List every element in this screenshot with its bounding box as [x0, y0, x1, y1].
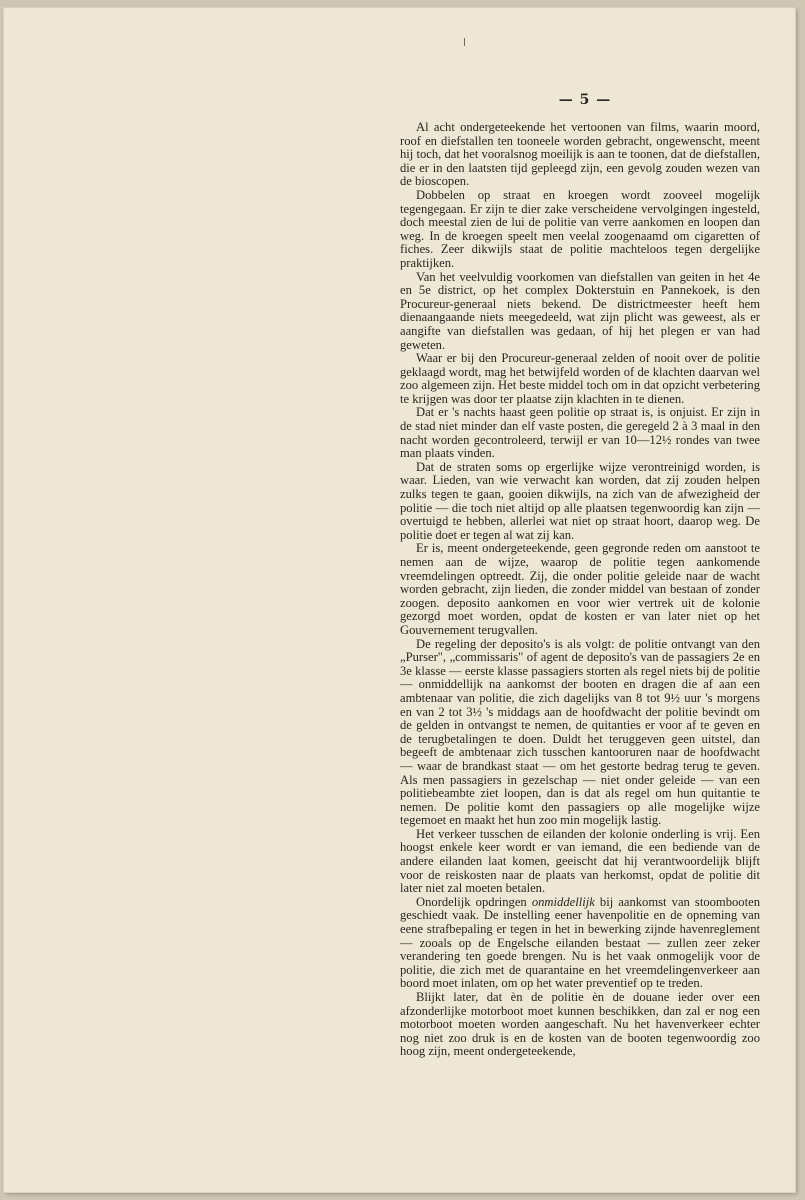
paragraph-dobbelen: Dobbelen op straat en kroegen wordt zooveel mogelijk tegengegaan. Er zijn te dier zake verscheidene vervolgingen ingesteld, doch meestal zien de lui de politie van verre aankomen en loopen dan weg. In de kroegen speelt men veelal zoogenaamd om cigaretten of fiches. Zeer dikwijls staat de politie machteloos tegen dergelijke praktijken.	[400, 187, 760, 270]
paragraph-vreemdelingen: Er is, meent ondergeteekende, geen gegronde reden om aanstoot te nemen aan de wijze, waarop de politie tegen aankomende vreemdelingen optreedt. Zij, die onder politie geleide naar de wacht worden gebracht, zijn lieden, die zonder middel van bestaan of zonder zoogen. deposito aankomen en voor wier vertrek uit de kolonie gezorgd moet worden, opdat de kosten er van later niet op het Gouvernement terugvallen.	[400, 541, 760, 637]
paragraph-nachtpolitie: Dat er 's nachts haast geen politie op straat is, is onjuist. Er zijn in de stad niet minder dan elf vaste posten, die geregeld 2 à 3 maal in den nacht worden gecontroleerd, terwijl er van 10—12½ rondes van twee man plaats vinden.	[400, 405, 760, 461]
page-mark	[464, 38, 465, 46]
paragraph-onordelijk-after: bij aankomst van stoombooten geschiedt vaak. De instelling eener havenpolitie en de opneming van eene strafbepaling er tegen in het in bewerking zijnde havenreglement — zooals op de Engelsche eilanden bestaat — zullen zeer zeker verandering ten goede brengen. Nu is het vaak onmogelijk voor de politie, die zich met de quarantaine en het vreemdelingenverkeer aan boord moet inlaten, om op het water preventief op te treden.	[400, 894, 760, 991]
paragraph-onordelijk-before: Onordelijk opdringen	[416, 894, 532, 909]
paragraph-diefstallen-geiten: Van het veelvuldig voorkomen van diefstallen van geiten in het 4e en 5e district, op het complex Dokterstuin en Pannekoek, is den Procureur-generaal niets bekend. De districtmeester heeft hem dienaangaande niets meegedeeld, wat zijn plicht was geweest, als er aangifte van diefstallen was gedaan, of hij het plegen er van had geweten.	[400, 269, 760, 352]
paragraph-onordelijk-emphasis: onmiddellijk	[531, 894, 595, 909]
paragraph-deposito-regeling: De regeling der deposito's is als volgt: de politie ontvangt van den „Purser", „commissaris" of agent de deposito's van de passagiers 2e en 3e klasse — eerste klasse passagiers storten als regel niets bij de politie — onmiddellijk na aankomst der booten en dragen die af aan een ambtenaar van politie, die zich dagelijks van 8 tot 9½ uur 's morgens en van 2 tot 3½ 's middags aan de hoofdwacht der politie bevindt om de gelden in ontvangst te nemen, de quitanties er voor af te geven en de terugbetalingen te doen. Duldt het teruggeven geen uitstel, dan begeeft de ambtenaar zich tusschen kantooruren naar de hoofdwacht — waar de brandkast staat — om het gestorte bedrag terug te geven. Als men passagiers in gezelschap — niet onder geleide — van een politiebeambte ziet loopen, dan is dat als regel om hun quitantie te nemen. De politie komt den passagiers op alle mogelijke wijze tegemoet en maakt het hun zoo min mogelijk lastig.	[400, 636, 760, 828]
paragraph-straten: Dat de straten soms op ergerlijke wijze verontreinigd worden, is waar. Lieden, van wie verwacht kan worden, dat zij zouden helpen zulks tegen te gaan, gooien dikwijls, na zich van de afwezigheid der politie — die toch niet altijd op alle plaatsen tegenwoordig kan zijn — overtuigd te hebben, allerlei wat niet op straat hoort, daarop weg. De politie doet er tegen al wat zij kan.	[400, 459, 760, 542]
paragraph-films: Al acht ondergeteekende het vertoonen van films, waarin moord, roof en diefstallen ten tooneele worden gebracht, ongewenscht, meent hij toch, dat het vooralsnog moeilijk is aan te toonen, dat de diefstallen, die er in den laatsten tijd gepleegd zijn, een gevolg zouden wezen van de bioscopen.	[400, 120, 760, 189]
paragraph-onordelijk-opdringen	[400, 896, 760, 991]
paragraph-motorboot: Blijkt later, dat èn de politie èn de douane ieder over een afzonderlijke motorboot moet kunnen beschikken, dan zal er nog een motorboot moeten worden aangeschaft. Nu het havenverkeer echter nog niet zoo druk is en de kosten van de booten tegenwoordig zoo hoog zijn, meent ondergeteekende,	[400, 990, 760, 1059]
paragraph-klachten: Waar er bij den Procureur-generaal zelden of nooit over de politie geklaagd wordt, mag het betwijfeld worden of de klachten daarvan wel zoo algemeen zijn. Het beste middel toch om in dat opzicht verbetering te krijgen was door ter plaatse zijn klachten in te dienen.	[400, 351, 760, 406]
paragraph-verkeer-eilanden: Het verkeer tusschen de eilanden der kolonie onderling is vrij. Een hoogst enkele keer wordt er van iemand, die een bediende van de andere eilanden laat komen, geeischt dat hij verantwoordelijk blijft voor de reiskosten naar de plaats van herkomst, opdat de politie dit later niet zal moeten betalen.	[400, 826, 760, 896]
body-text-column	[400, 121, 760, 1059]
page-number: — 5 —	[558, 92, 612, 108]
